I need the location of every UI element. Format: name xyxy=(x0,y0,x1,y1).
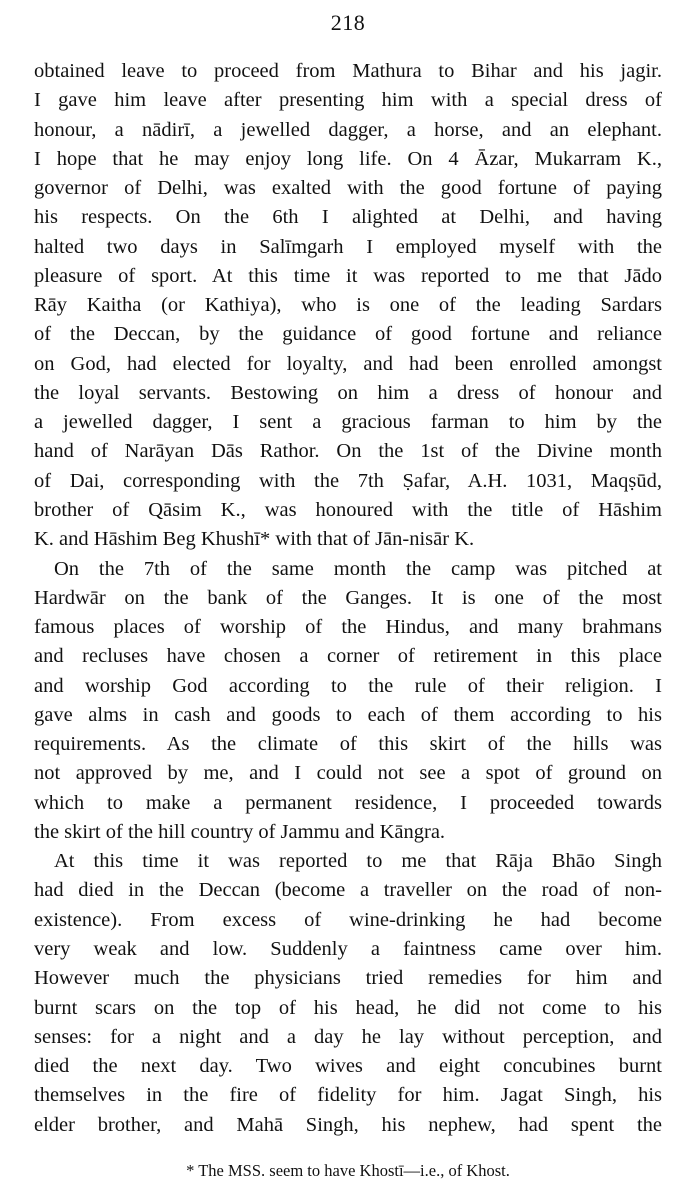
text-line: I hope that he may enjoy long life. On 4 Āzar, Mukarram K., xyxy=(34,147,662,170)
footnote: * The MSS. seem to have Khostī—i.e., of Khost. xyxy=(186,1161,510,1180)
page-number: 218 xyxy=(330,10,366,35)
text-line: obtained leave to proceed from Mathura to Bihar and his jagir. xyxy=(34,60,662,82)
text-line: hand of Narāyan Dās Rathor. On the 1st of the Divine month xyxy=(34,440,662,463)
text-line: K. and Hāshim Beg Khushī* with that of Jān-nisār K. xyxy=(34,528,475,551)
text-line: governor of Delhi, was exalted with the good fortune of paying xyxy=(34,177,662,200)
text-line: themselves in the fire of fidelity for him. Jagat Singh, his xyxy=(34,1084,662,1107)
text-line: senses: for a night and a day he lay without perception, and xyxy=(34,1025,662,1048)
text-line: not approved by me, and I could not see a spot of ground on xyxy=(34,762,662,785)
text-line: Rāy Kaitha (or Kathiya), who is one of the leading Sardars xyxy=(34,294,662,317)
text-line: a jewelled dagger, I sent a gracious farman to him by the xyxy=(34,411,662,434)
text-line: elder brother, and Mahā Singh, his nephew, had spent the xyxy=(34,1113,662,1136)
text-line: which to make a permanent residence, I proceeded towards xyxy=(34,791,662,814)
text-line: the skirt of the hill country of Jammu and Kāngra. xyxy=(34,820,446,843)
text-line: famous places of worship of the Hindus, and many brahmans xyxy=(34,616,662,639)
text-line: burnt scars on the top of his head, he did not come to his xyxy=(34,996,662,1019)
text-line: very weak and low. Suddenly a faintness came over him. xyxy=(34,937,662,960)
text-line: and worship God according to the rule of their religion. I xyxy=(34,674,662,697)
text-line: existence). From excess of wine-drinking he had become xyxy=(34,908,662,931)
text-line: requirements. As the climate of this skirt of the hills was xyxy=(34,733,662,756)
text-line: his respects. On the 6th I alighted at Delhi, and having xyxy=(34,206,662,229)
text-line: and recluses have chosen a corner of retirement in this place xyxy=(34,645,662,668)
body-text xyxy=(34,57,662,1140)
text-line: On the 7th of the same month the camp was pitched at xyxy=(54,557,662,580)
text-line: Hardwār on the bank of the Ganges. It is one of the most xyxy=(34,586,662,609)
text-line: pleasure of sport. At this time it was reported to me that Jādo xyxy=(34,264,662,287)
text-line: gave alms in cash and goods to each of them according to his xyxy=(34,703,662,726)
text-line: brother of Qāsim K., was honoured with the title of Hāshim xyxy=(34,498,662,521)
text-line: At this time it was reported to me that Rāja Bhāo Singh xyxy=(54,850,662,873)
text-line: I gave him leave after presenting him with a special dress of xyxy=(34,89,662,112)
text-line: the loyal servants. Bestowing on him a dress of honour and xyxy=(34,381,662,404)
text-line: However much the physicians tried remedies for him and xyxy=(34,967,662,990)
text-line: on God, had elected for loyalty, and had been enrolled amongst xyxy=(34,352,662,375)
text-line: honour, a nādirī, a jewelled dagger, a horse, and an elephant. xyxy=(34,118,662,141)
text-line: of the Deccan, by the guidance of good fortune and reliance xyxy=(34,323,662,346)
text-line: died the next day. Two wives and eight concubines burnt xyxy=(34,1055,662,1078)
text-line: had died in the Deccan (become a traveller on the road of non- xyxy=(34,879,662,902)
text-line: of Dai, corresponding with the 7th Ṣafar, A.H. 1031, Maqṣūd, xyxy=(34,469,662,492)
text-line: halted two days in Salīmgarh I employed myself with the xyxy=(34,235,662,258)
